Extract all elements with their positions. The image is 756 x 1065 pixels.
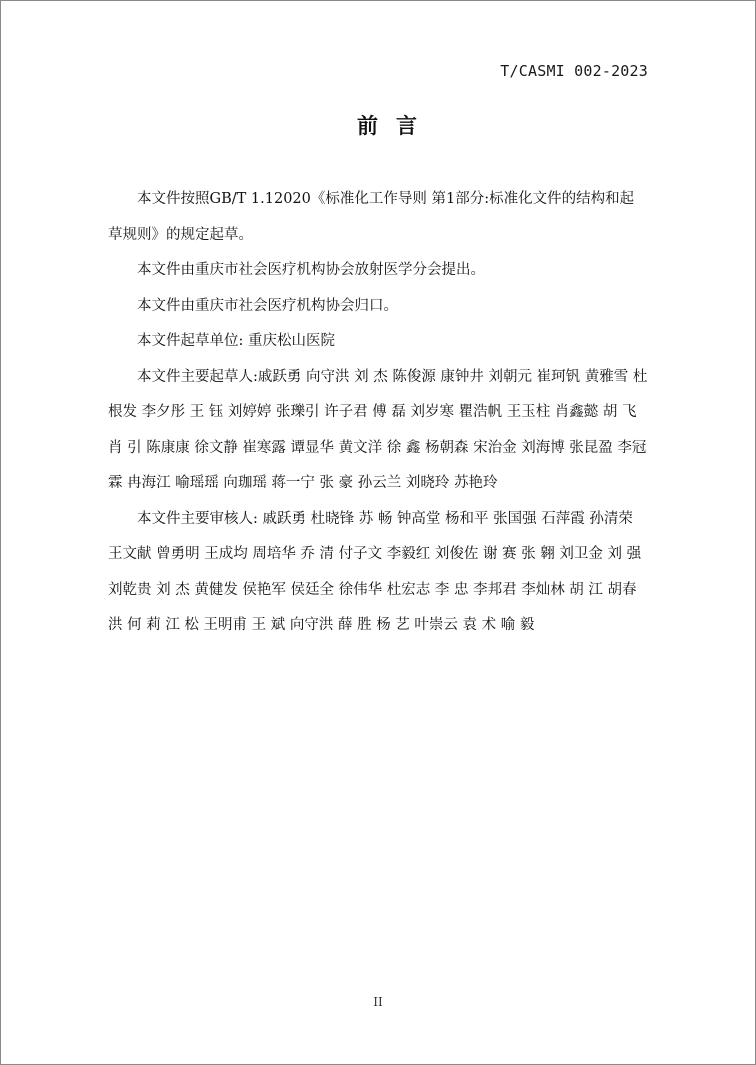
document-body xyxy=(108,182,648,644)
paragraph-drafting-rules: 本文件按照GB/T 1.12020《标准化工作导则 第1部分:标准化文件的结构和起草规则》的规定起草。 xyxy=(108,191,635,243)
page-title: 前言 xyxy=(357,114,435,138)
paragraph-reviewers: 本文件主要审核人: 戚跃勇 杜晓锋 苏 畅 钟高堂 杨和平 张国强 石萍霞 孙清荣 王文献 曾勇明 王成均 周培华 乔 清 付子文 李毅红 刘俊佐 谢 赛 张 翱 刘卫金 刘 强 刘乾贵 刘 杰 黄健发 侯艳军 侯廷全 徐伟华 杜宏志 李 忠 李邦君 李灿林 胡 江 胡春洪 何 莉 江 松 王明甫 王 斌 向守洪 薛 胜 杨 艺 叶崇云 袁 术 喻 毅 xyxy=(108,510,642,633)
paragraph-drafting-unit: 本文件起草单位: 重庆松山医院 xyxy=(137,333,335,349)
paragraph-drafters: 本文件主要起草人:戚跃勇 向守洪 刘 杰 陈俊源 康钟井 刘朝元 崔珂钒 黄雅雪 杜根发 李夕彤 王 钰 刘婷婷 张瓅引 许子君 傅 磊 刘岁寒 瞿浩帆 王玉柱 肖鑫懿 胡 飞 肖 引 陈康康 徐文静 崔寒露 谭显华 黄文洋 徐 鑫 杨朝森 宋治金 刘海博 张昆盈 李冠霖 冉海江 喻瑶瑶 向珈瑶 蒋一宁 张 豪 孙云兰 刘晓玲 苏艳玲 xyxy=(108,368,648,491)
paragraph-proposer: 本文件由重庆市社会医疗机构协会放射医学分会提出。 xyxy=(137,262,485,278)
standard-code: T/CASMI 002-2023 xyxy=(500,62,648,80)
page-number: II xyxy=(373,995,383,1009)
paragraph-administrator: 本文件由重庆市社会医疗机构协会归口。 xyxy=(137,297,398,314)
